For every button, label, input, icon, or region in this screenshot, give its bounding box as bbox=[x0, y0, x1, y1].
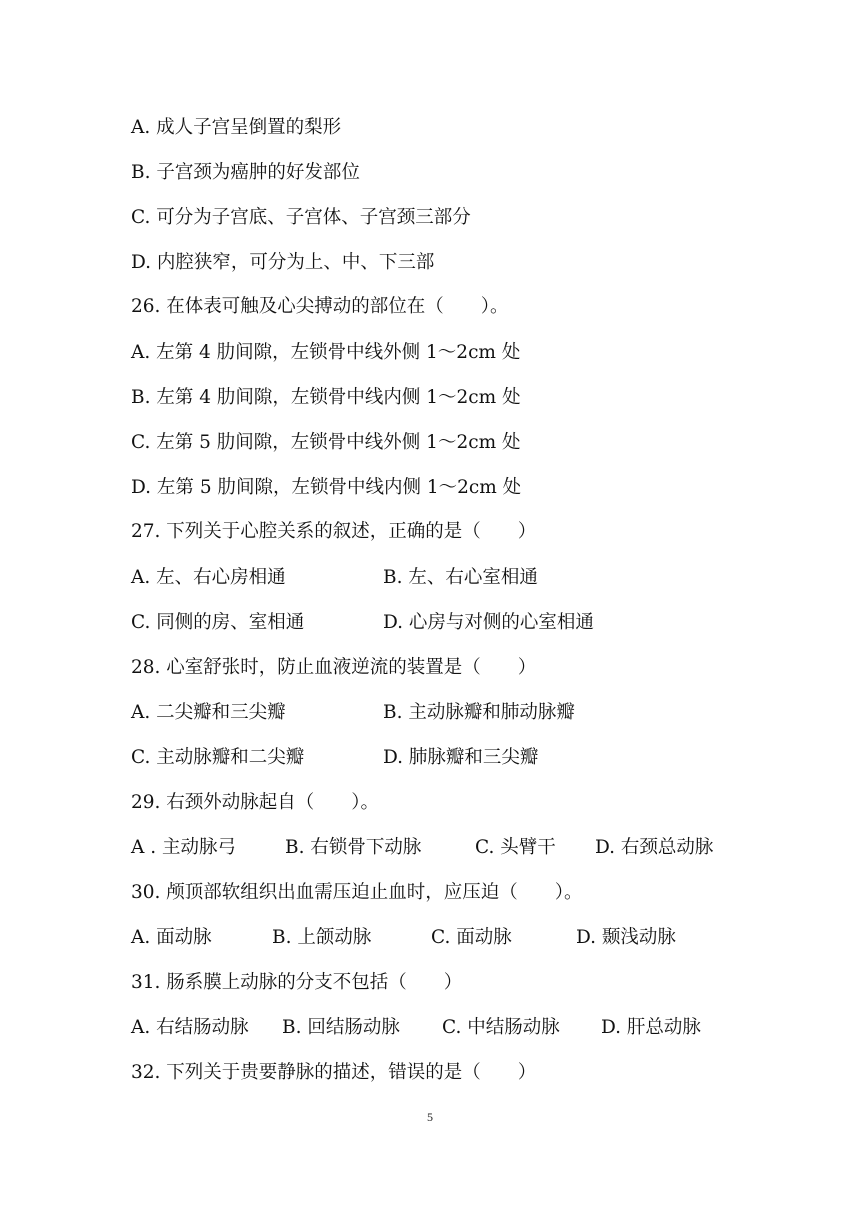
q30-option-a: A. 面动脉 bbox=[131, 927, 212, 948]
question-32: 32. 下列关于贵要静脉的描述，错误的是（ ） bbox=[131, 1062, 537, 1083]
q26-option-c: C. 左第 5 肋间隙，左锁骨中线外侧 1～2cm 处 bbox=[131, 432, 521, 453]
q31-option-b: B. 回结肠动脉 bbox=[282, 1017, 400, 1038]
q26-option-d: D. 左第 5 肋间隙，左锁骨中线内侧 1～2cm 处 bbox=[131, 477, 522, 498]
question-26: 26. 在体表可触及心尖搏动的部位在（ ）。 bbox=[131, 296, 509, 317]
page-number: 5 bbox=[427, 1110, 433, 1124]
q29-option-c: C. 头臂干 bbox=[475, 837, 556, 858]
question-31: 31. 肠系膜上动脉的分支不包括（ ） bbox=[131, 972, 463, 993]
q29-option-b: B. 右锁骨下动脉 bbox=[285, 837, 422, 858]
question-28: 28. 心室舒张时，防止血液逆流的装置是（ ） bbox=[131, 657, 537, 678]
q27-option-d: D. 心房与对侧的心室相通 bbox=[383, 612, 594, 633]
q30-option-d: D. 颞浅动脉 bbox=[576, 927, 676, 948]
q27-option-b: B. 左、右心室相通 bbox=[383, 567, 538, 588]
question-27: 27. 下列关于心腔关系的叙述，正确的是（ ） bbox=[131, 521, 537, 542]
q25-option-c: C. 可分为子宫底、子宫体、子宫颈三部分 bbox=[131, 207, 471, 228]
q28-option-c: C. 主动脉瓣和二尖瓣 bbox=[131, 747, 305, 768]
q29-option-d: D. 右颈总动脉 bbox=[595, 837, 714, 858]
q25-option-b: B. 子宫颈为癌肿的好发部位 bbox=[131, 162, 360, 183]
q26-option-b: B. 左第 4 肋间隙，左锁骨中线内侧 1～2cm 处 bbox=[131, 387, 521, 408]
q30-option-c: C. 面动脉 bbox=[431, 927, 512, 948]
question-29: 29. 右颈外动脉起自（ ）。 bbox=[131, 792, 380, 813]
question-30: 30. 颅顶部软组织出血需压迫止血时，应压迫（ ）。 bbox=[131, 882, 583, 903]
q27-option-c: C. 同侧的房、室相通 bbox=[131, 612, 305, 633]
q28-option-b: B. 主动脉瓣和肺动脉瓣 bbox=[383, 702, 575, 723]
q26-option-a: A. 左第 4 肋间隙，左锁骨中线外侧 1～2cm 处 bbox=[131, 342, 521, 363]
q25-option-d: D. 内腔狭窄，可分为上、中、下三部 bbox=[131, 252, 435, 273]
q31-option-a: A. 右结肠动脉 bbox=[131, 1017, 249, 1038]
q28-option-d: D. 肺脉瓣和三尖瓣 bbox=[383, 747, 539, 768]
q31-option-d: D. 肝总动脉 bbox=[601, 1017, 701, 1038]
q25-option-a: A. 成人子宫呈倒置的梨形 bbox=[131, 117, 342, 138]
q29-option-a: A . 主动脉弓 bbox=[131, 837, 237, 858]
q27-option-a: A. 左、右心房相通 bbox=[131, 567, 286, 588]
q28-option-a: A. 二尖瓣和三尖瓣 bbox=[131, 702, 286, 723]
q31-option-c: C. 中结肠动脉 bbox=[442, 1017, 560, 1038]
q30-option-b: B. 上颌动脉 bbox=[272, 927, 372, 948]
